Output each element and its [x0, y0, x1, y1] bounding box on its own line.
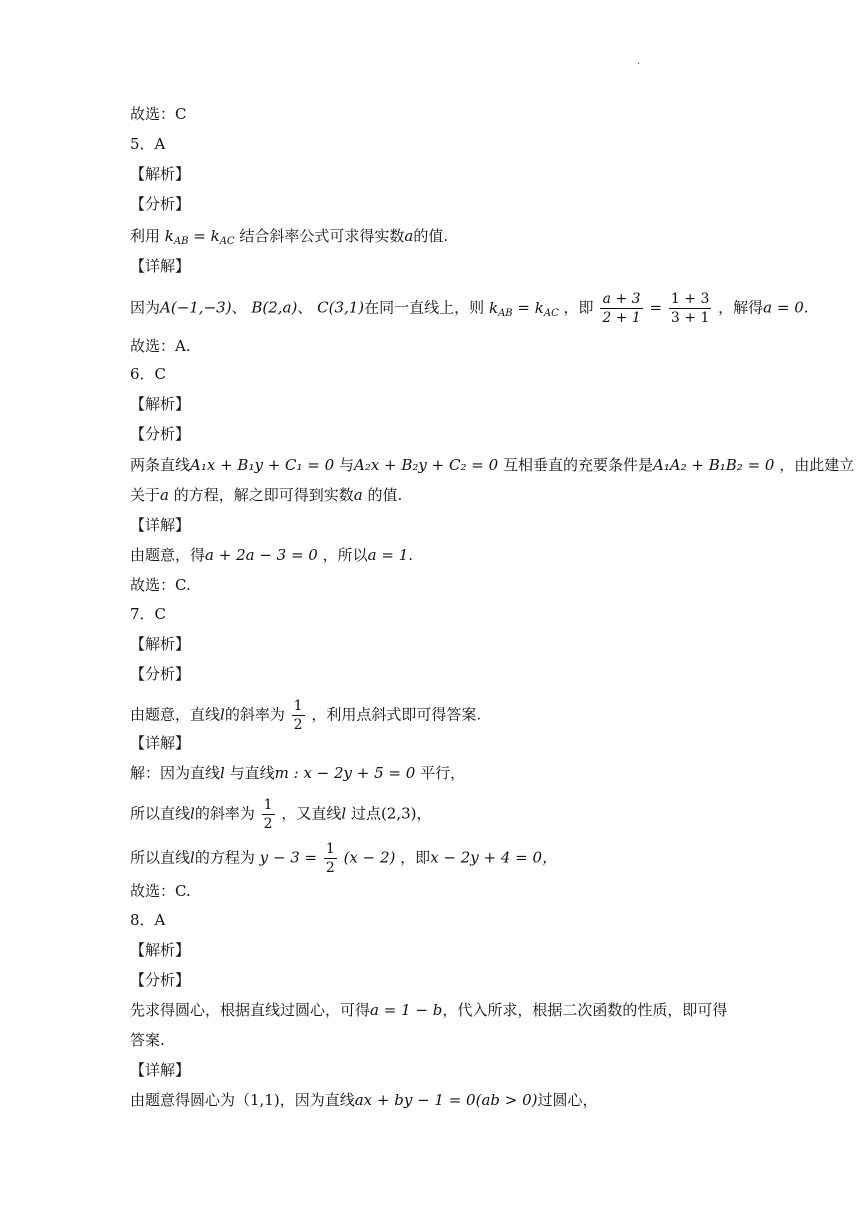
- detail-text: 所以直线l的方程为 y − 3 = $\frac{1}{2}$ (x − 2) ，即x − 2y + 4 = 0，: [130, 841, 558, 876]
- detail-text: 由题意，得a + 2a − 3 = 0 ，所以a = 1.: [130, 546, 414, 564]
- fraction: $\frac{1}{2}$: [263, 797, 273, 832]
- analysis-text: 先求得圆心，根据直线过圆心，可得a = 1 − b，代入所求，根据二次函数的性质，即可得答案.: [130, 1001, 728, 1049]
- section-heading: 【分析】: [130, 195, 191, 213]
- analysis-text: 两条直线A₁x + B₁y + C₁ = 0 与A₂x + B₂y + C₂ = 0 互相垂直的充要条件是A₁A₂ + B₁B₂ = 0 ，由此建立: [130, 456, 855, 474]
- question-number: 8．A: [130, 911, 166, 929]
- answer-line: 故选：C: [130, 105, 187, 123]
- answer-line: 故选：C.: [130, 882, 191, 900]
- header-dot: .: [637, 56, 641, 67]
- fraction: $\frac{1}{2}$: [325, 841, 335, 876]
- question-number: 6．C: [130, 365, 167, 383]
- analysis-text: 由题意，直线l的斜率为 $\frac{1}{2}$ ，利用点斜式即可得答案.: [130, 698, 482, 733]
- detail-text: 所以直线l的斜率为 $\frac{1}{2}$ ，又直线l 过点(2,3)，: [130, 797, 432, 832]
- question-number: 7．C: [130, 605, 167, 623]
- section-heading: 【解析】: [130, 635, 191, 653]
- section-heading: 【解析】: [130, 395, 191, 413]
- fraction: $\frac{1}{2}$: [293, 698, 303, 733]
- answer-line: 故选：C.: [130, 576, 191, 594]
- analysis-text: 关于a 的方程，解之即可得到实数a 的值.: [130, 486, 403, 504]
- section-heading: 【解析】: [130, 165, 191, 183]
- section-heading: 【详解】: [130, 734, 191, 752]
- detail-text: 由题意得圆心为（1,1)，因为直线ax + by − 1 = 0(ab > 0)过圆心，: [130, 1091, 598, 1109]
- detail-text: 因为A(−1,−3)、 B(2,a)、 C(3,1)在同一直线上，则 $k_{AB} = k_{AC}$ ，即 $\frac{a + 3}{2 + 1}$ = $\frac{1 + 3}{3 + 1}$ ，解得a = 0.: [130, 291, 809, 326]
- section-heading: 【解析】: [130, 941, 191, 959]
- detail-text: 解：因为直线l 与直线m : x − 2y + 5 = 0 平行，: [130, 764, 466, 782]
- fraction: $\frac{a + 3}{2 + 1}$: [602, 291, 641, 326]
- section-heading: 【详解】: [130, 516, 191, 534]
- section-heading: 【详解】: [130, 257, 191, 275]
- fraction: $\frac{1 + 3}{3 + 1}$: [670, 291, 710, 326]
- answer-line: 故选：A.: [130, 337, 191, 355]
- question-number: 5．A: [130, 135, 166, 153]
- section-heading: 【分析】: [130, 425, 191, 443]
- analysis-text: 利用 $k_{AB} = k_{AC}$ 结合斜率公式可求得实数a的值.: [130, 227, 449, 247]
- section-heading: 【分析】: [130, 971, 191, 989]
- section-heading: 【详解】: [130, 1061, 191, 1079]
- section-heading: 【分析】: [130, 665, 191, 683]
